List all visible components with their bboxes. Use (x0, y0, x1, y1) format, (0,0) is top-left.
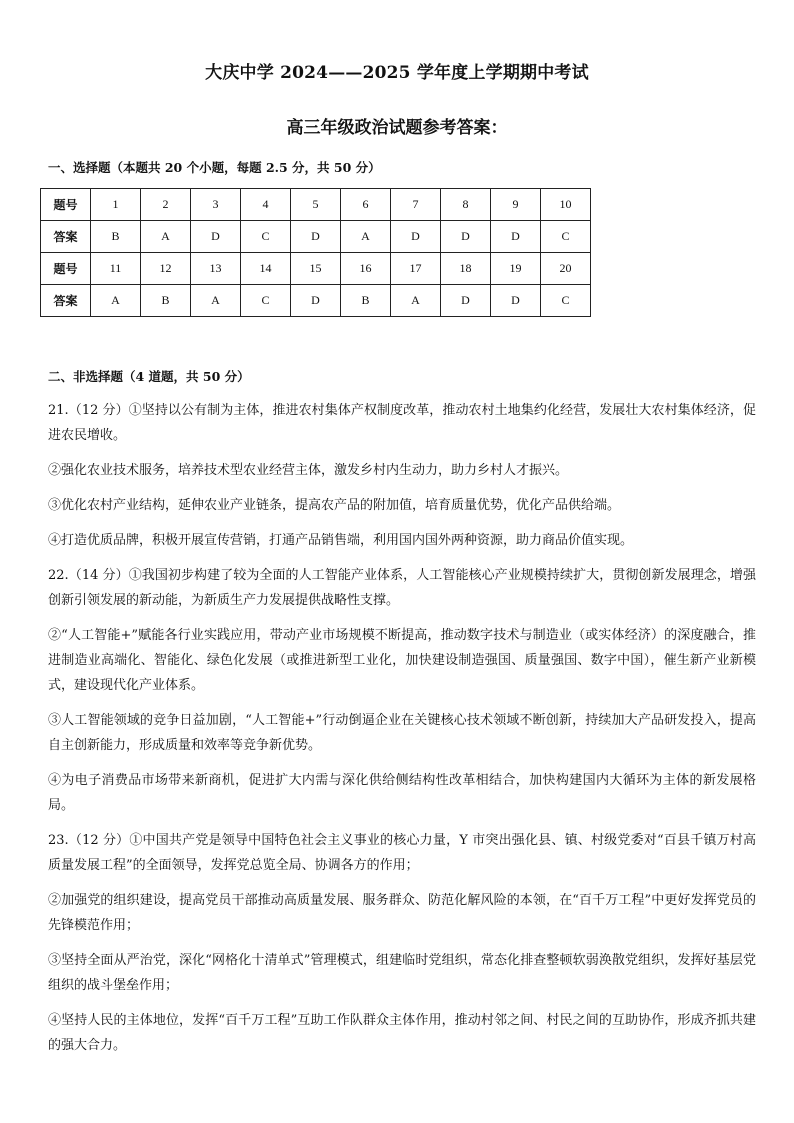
table-cell: 10 (541, 189, 591, 221)
answer-paragraph: ③人工智能领域的竞争日益加剧，“人工智能+”行动倒逼企业在关键核心技术领域不断创新，持续加大产品研发投入，提高自主创新能力，形成质量和效率等竞争新优势。 (48, 713, 756, 753)
answer-paragraph: ④坚持人民的主体地位，发挥“百千万工程”互助工作队群众主体作用，推动村邻之间、村民之间的互助协作，形成齐抓共建的强大合力。 (48, 1013, 756, 1053)
table-row (41, 285, 591, 317)
answer-paragraph: ②加强党的组织建设，提高党员干部推动高质量发展、服务群众、防范化解风险的本领，在“百千万工程”中更好发挥党员的先锋模范作用； (48, 893, 756, 933)
answer-paragraph: ②“人工智能+”赋能各行业实践应用，带动产业市场规模不断提高，推动数字技术与制造业（或实体经济）的深度融合，推进制造业高端化、智能化、绿色化发展（或推进新型工业化，加快建设制造强国、质量强国、数字中国），催生新产业新模式，建设现代化产业体系。 (48, 628, 756, 693)
table-cell: 13 (191, 253, 241, 285)
row-label-answer: 答案 (41, 285, 91, 317)
table-cell: 3 (191, 189, 241, 221)
table-cell: D (191, 221, 241, 253)
table-cell: 14 (241, 253, 291, 285)
table-cell: A (391, 285, 441, 317)
answer-paragraph: 22.（14 分）①我国初步构建了较为全面的人工智能产业体系，人工智能核心产业规模持续扩大，贯彻创新发展理念，增强创新引领发展的新动能，为新质生产力发展提供战略性支撑。 (48, 568, 756, 608)
table-cell: 9 (491, 189, 541, 221)
table-cell: B (141, 285, 191, 317)
answer-paragraph: ③优化农村产业结构，延伸农业产业链条，提高农产品的附加值，培育质量优势，优化产品供给端。 (48, 498, 621, 513)
answer-paragraph: ④打造优质品牌，积极开展宣传营销，打通产品销售端，利用国内国外两种资源，助力商品价值实现。 (48, 533, 634, 548)
section1-heading: 一、选择题（本题共 20 个小题，每题 2.5 分，共 50 分） (48, 160, 381, 175)
table-cell: B (91, 221, 141, 253)
table-cell: D (441, 285, 491, 317)
table-cell: C (241, 221, 291, 253)
answer-table (40, 188, 591, 317)
table-cell: D (291, 221, 341, 253)
table-cell: C (541, 221, 591, 253)
table-cell: 15 (291, 253, 341, 285)
answer-paragraph: ②强化农业技术服务，培养技术型农业经营主体，激发乡村内生动力，助力乡村人才振兴。 (48, 463, 569, 478)
answer-key-subtitle: 高三年级政治试题参考答案： (286, 118, 508, 138)
exam-title: 大庆中学 2024——2025 学年度上学期期中考试 (205, 63, 589, 83)
table-cell: D (391, 221, 441, 253)
table-cell: 7 (391, 189, 441, 221)
table-cell: 12 (141, 253, 191, 285)
table-cell: 6 (341, 189, 391, 221)
row-label-answer: 答案 (41, 221, 91, 253)
table-cell: 18 (441, 253, 491, 285)
table-cell: A (341, 221, 391, 253)
table-cell: 19 (491, 253, 541, 285)
section2-heading: 二、非选择题（4 道题，共 50 分） (48, 369, 250, 384)
table-cell: 5 (291, 189, 341, 221)
table-cell: B (341, 285, 391, 317)
answer-paragraph: 21.（12 分）①坚持以公有制为主体，推进农村集体产权制度改革，推动农村土地集约化经营，发展壮大农村集体经济，促进农民增收。 (48, 403, 756, 443)
answer-body (48, 398, 756, 1068)
table-cell: D (441, 221, 491, 253)
table-cell: 20 (541, 253, 591, 285)
row-label-number: 题号 (41, 189, 91, 221)
table-cell: 4 (241, 189, 291, 221)
table-cell: D (291, 285, 341, 317)
table-cell: 16 (341, 253, 391, 285)
table-row (41, 189, 591, 221)
table-row (41, 253, 591, 285)
table-cell: 1 (91, 189, 141, 221)
table-cell: C (541, 285, 591, 317)
table-cell: 8 (441, 189, 491, 221)
answer-paragraph: ④为电子消费品市场带来新商机，促进扩大内需与深化供给侧结构性改革相结合，加快构建国内大循环为主体的新发展格局。 (48, 773, 756, 813)
table-cell: A (191, 285, 241, 317)
answer-paragraph: 23.（12 分）①中国共产党是领导中国特色社会主义事业的核心力量，Y 市突出强化县、镇、村级党委对“百县千镇万村高质量发展工程”的全面领导，发挥党总览全局、协调各方的作用； (48, 833, 756, 873)
table-cell: C (241, 285, 291, 317)
table-cell: A (91, 285, 141, 317)
table-row (41, 221, 591, 253)
answer-paragraph: ③坚持全面从严治党，深化“网格化十清单式”管理模式，组建临时党组织，常态化排查整顿软弱涣散党组织，发挥好基层党组织的战斗堡垒作用； (48, 953, 756, 993)
table-cell: D (491, 221, 541, 253)
table-cell: 17 (391, 253, 441, 285)
row-label-number: 题号 (41, 253, 91, 285)
table-cell: 11 (91, 253, 141, 285)
table-cell: 2 (141, 189, 191, 221)
table-cell: A (141, 221, 191, 253)
table-cell: D (491, 285, 541, 317)
